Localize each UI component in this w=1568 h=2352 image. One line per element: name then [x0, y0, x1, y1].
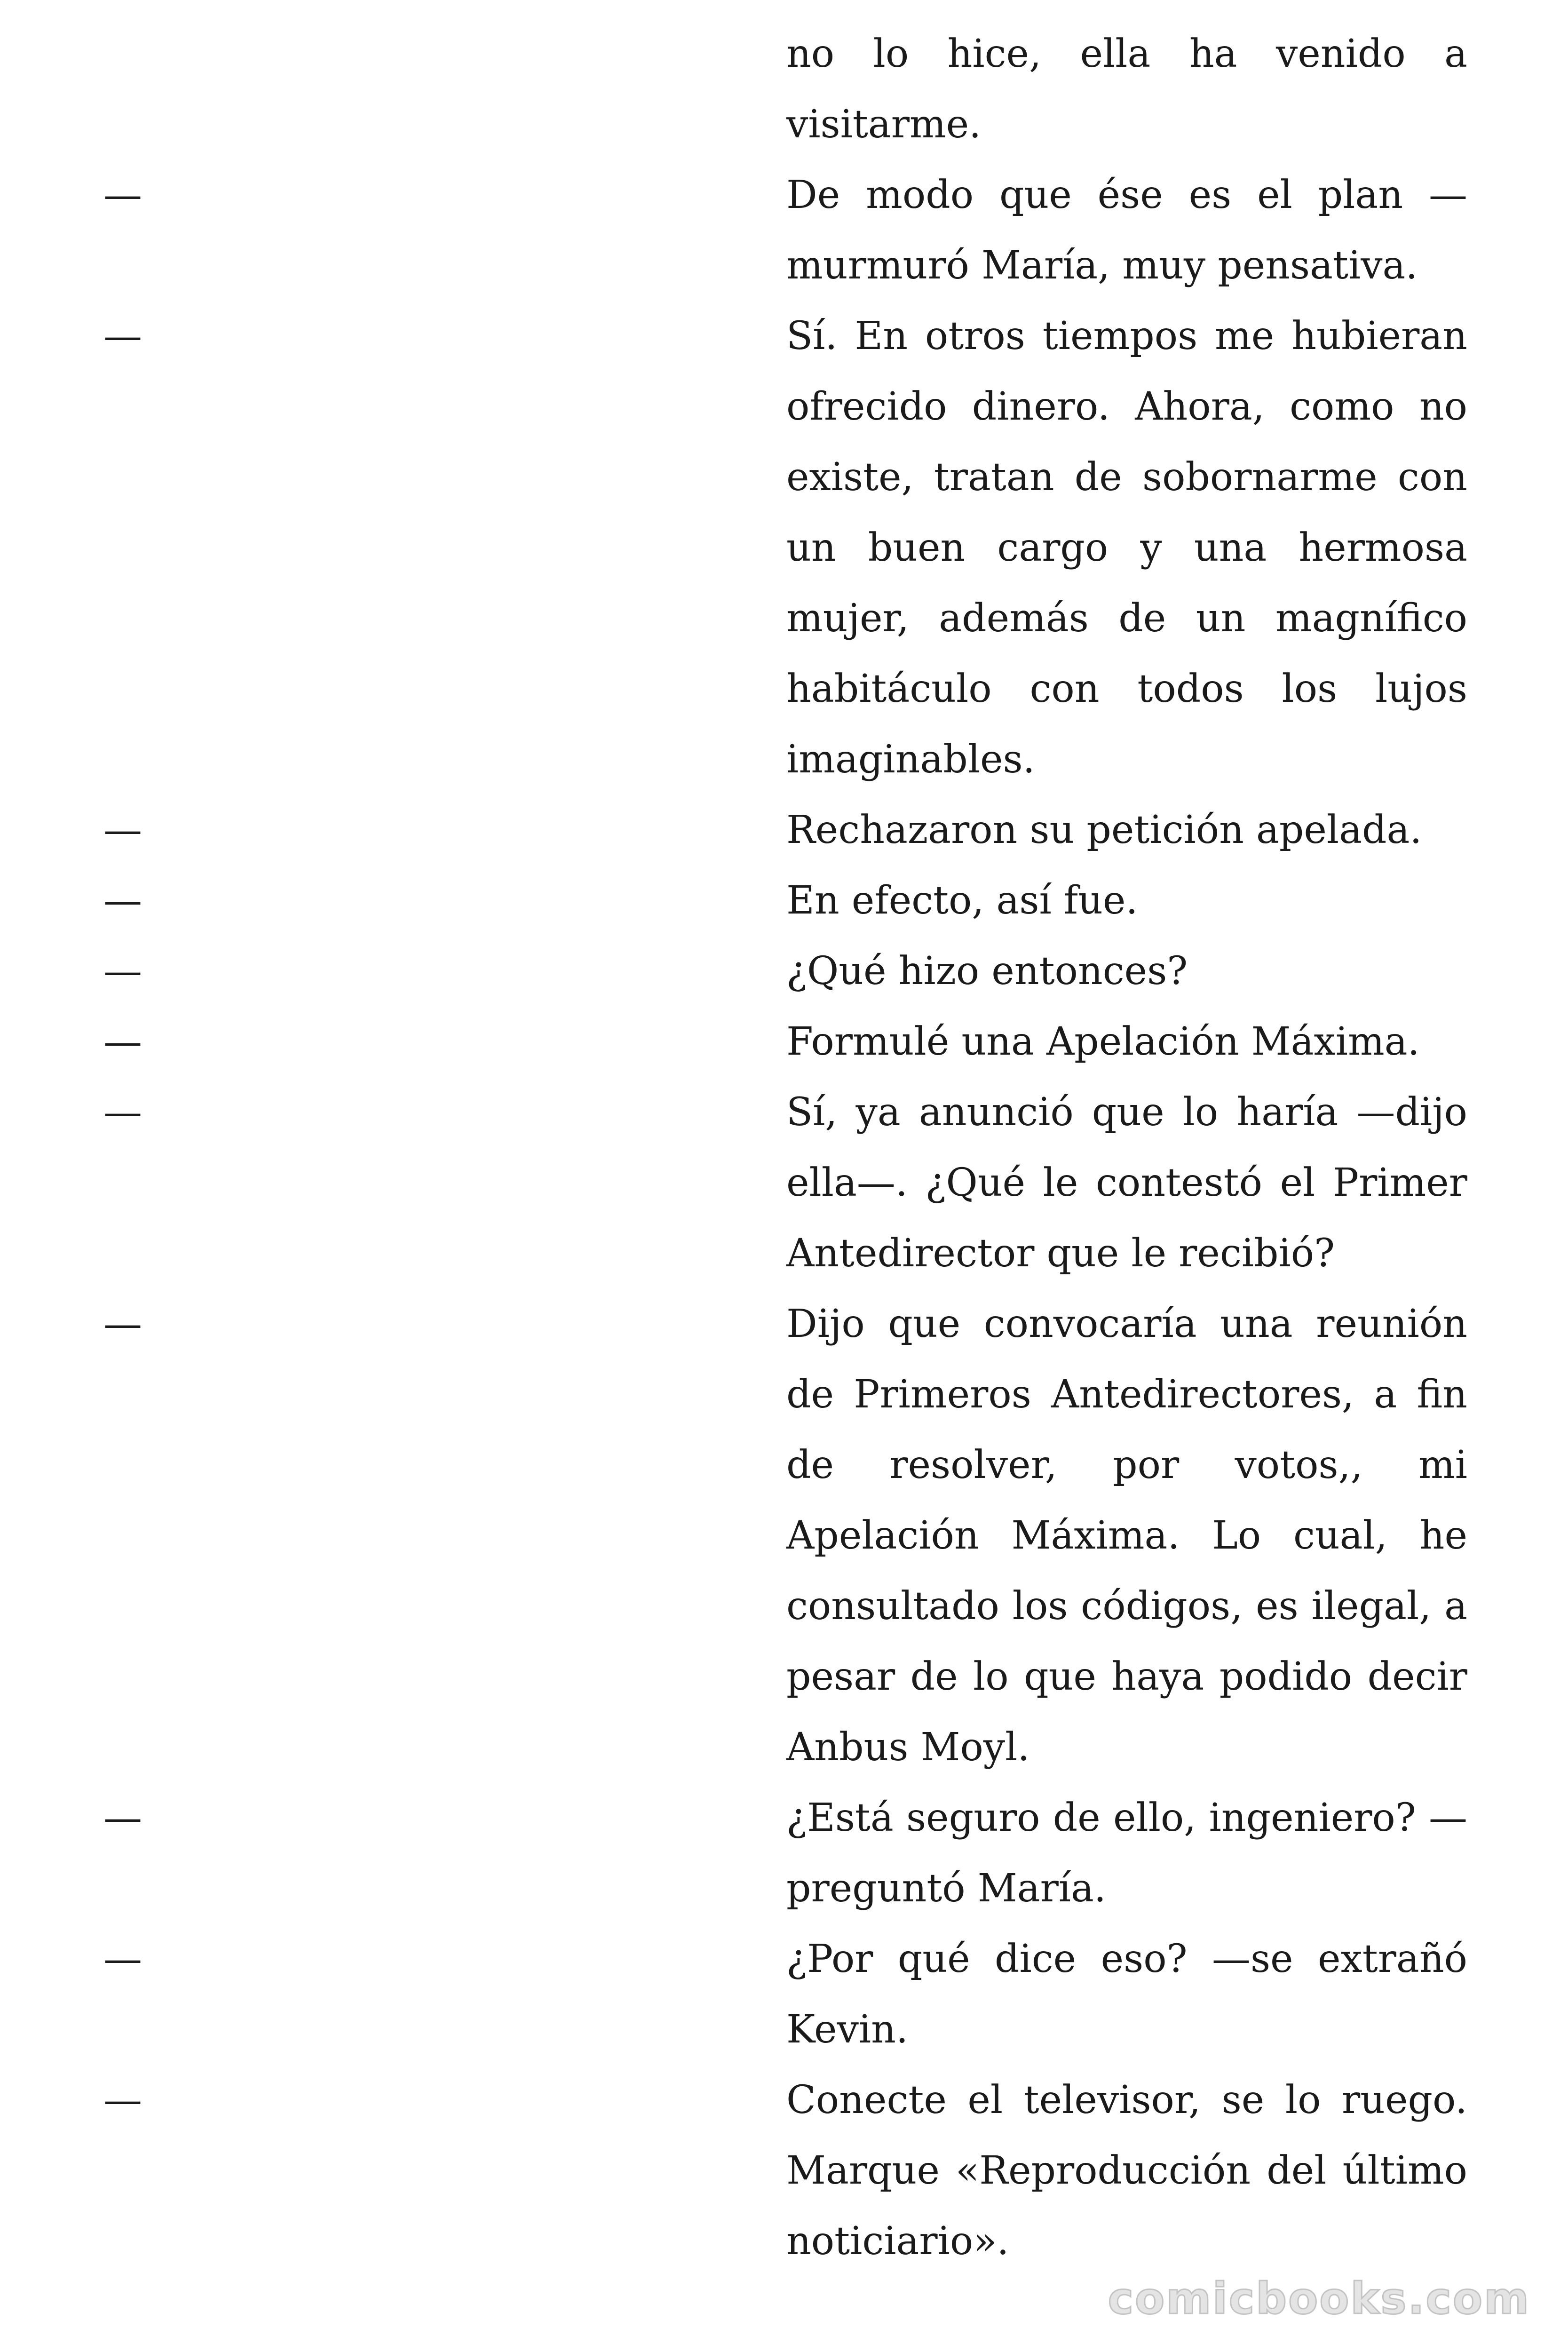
dialogue-dash: —: [103, 808, 142, 852]
dialogue-dash: —: [103, 314, 142, 358]
paragraph-text: Conecte el televisor, se lo ruego. Marque «Reproducción del último noticiario».: [786, 2078, 1467, 2264]
dialogue-dash: —: [103, 949, 142, 993]
paragraph-text: no lo hice, ella ha venido a visitarme.: [786, 32, 1467, 147]
dialogue-dash: —: [103, 1302, 142, 1346]
paragraph-text: En efecto, así fue.: [786, 878, 1138, 923]
dialogue-dash: —: [103, 2078, 142, 2122]
paragraph-text: ¿Por qué dice eso? —se extrañó Kevin.: [786, 1937, 1467, 2052]
paragraph-text: Dijo que convocaría una reunión de Primeros Antedirectores, a fin de resolver, por votos,, mi Apelación Máxima. Lo cual, he consultado los códigos, es ilegal, a pesar de lo que haya podido decir Anbus Moyl.: [786, 1302, 1467, 1770]
paragraph-text: Sí. En otros tiempos me hubieran ofrecido dinero. Ahora, como no existe, tratan de sobornarme con un buen cargo y una hermosa mujer, además de un magnífico habitáculo con todos los lujos imaginables.: [786, 314, 1467, 782]
paragraph-text: ¿Qué hizo entonces?: [786, 949, 1188, 993]
dialogue-dash: —: [103, 1937, 142, 1981]
watermark: comicbooks.com: [1108, 2273, 1530, 2324]
paragraph-text: ¿Está seguro de ello, ingeniero? —preguntó María.: [786, 1796, 1467, 1911]
dialogue-dash: —: [103, 1019, 142, 1064]
paragraph-text: De modo que ése es el plan —murmuró María, muy pensativa.: [786, 173, 1467, 288]
dialogue-dash: —: [103, 1796, 142, 1840]
dialogue-dash: —: [103, 878, 142, 923]
dialogue-dash: —: [103, 173, 142, 217]
paragraph-text: Formulé una Apelación Máxima.: [786, 1019, 1420, 1064]
paragraph-text: Sí, ya anunció que lo haría —dijo ella—. ¿Qué le contestó el Primer Antedirector que le recibió?: [786, 1090, 1467, 1276]
dialogue-dash: —: [103, 1090, 142, 1135]
paragraph-text: Rechazaron su petición apelada.: [786, 808, 1422, 852]
